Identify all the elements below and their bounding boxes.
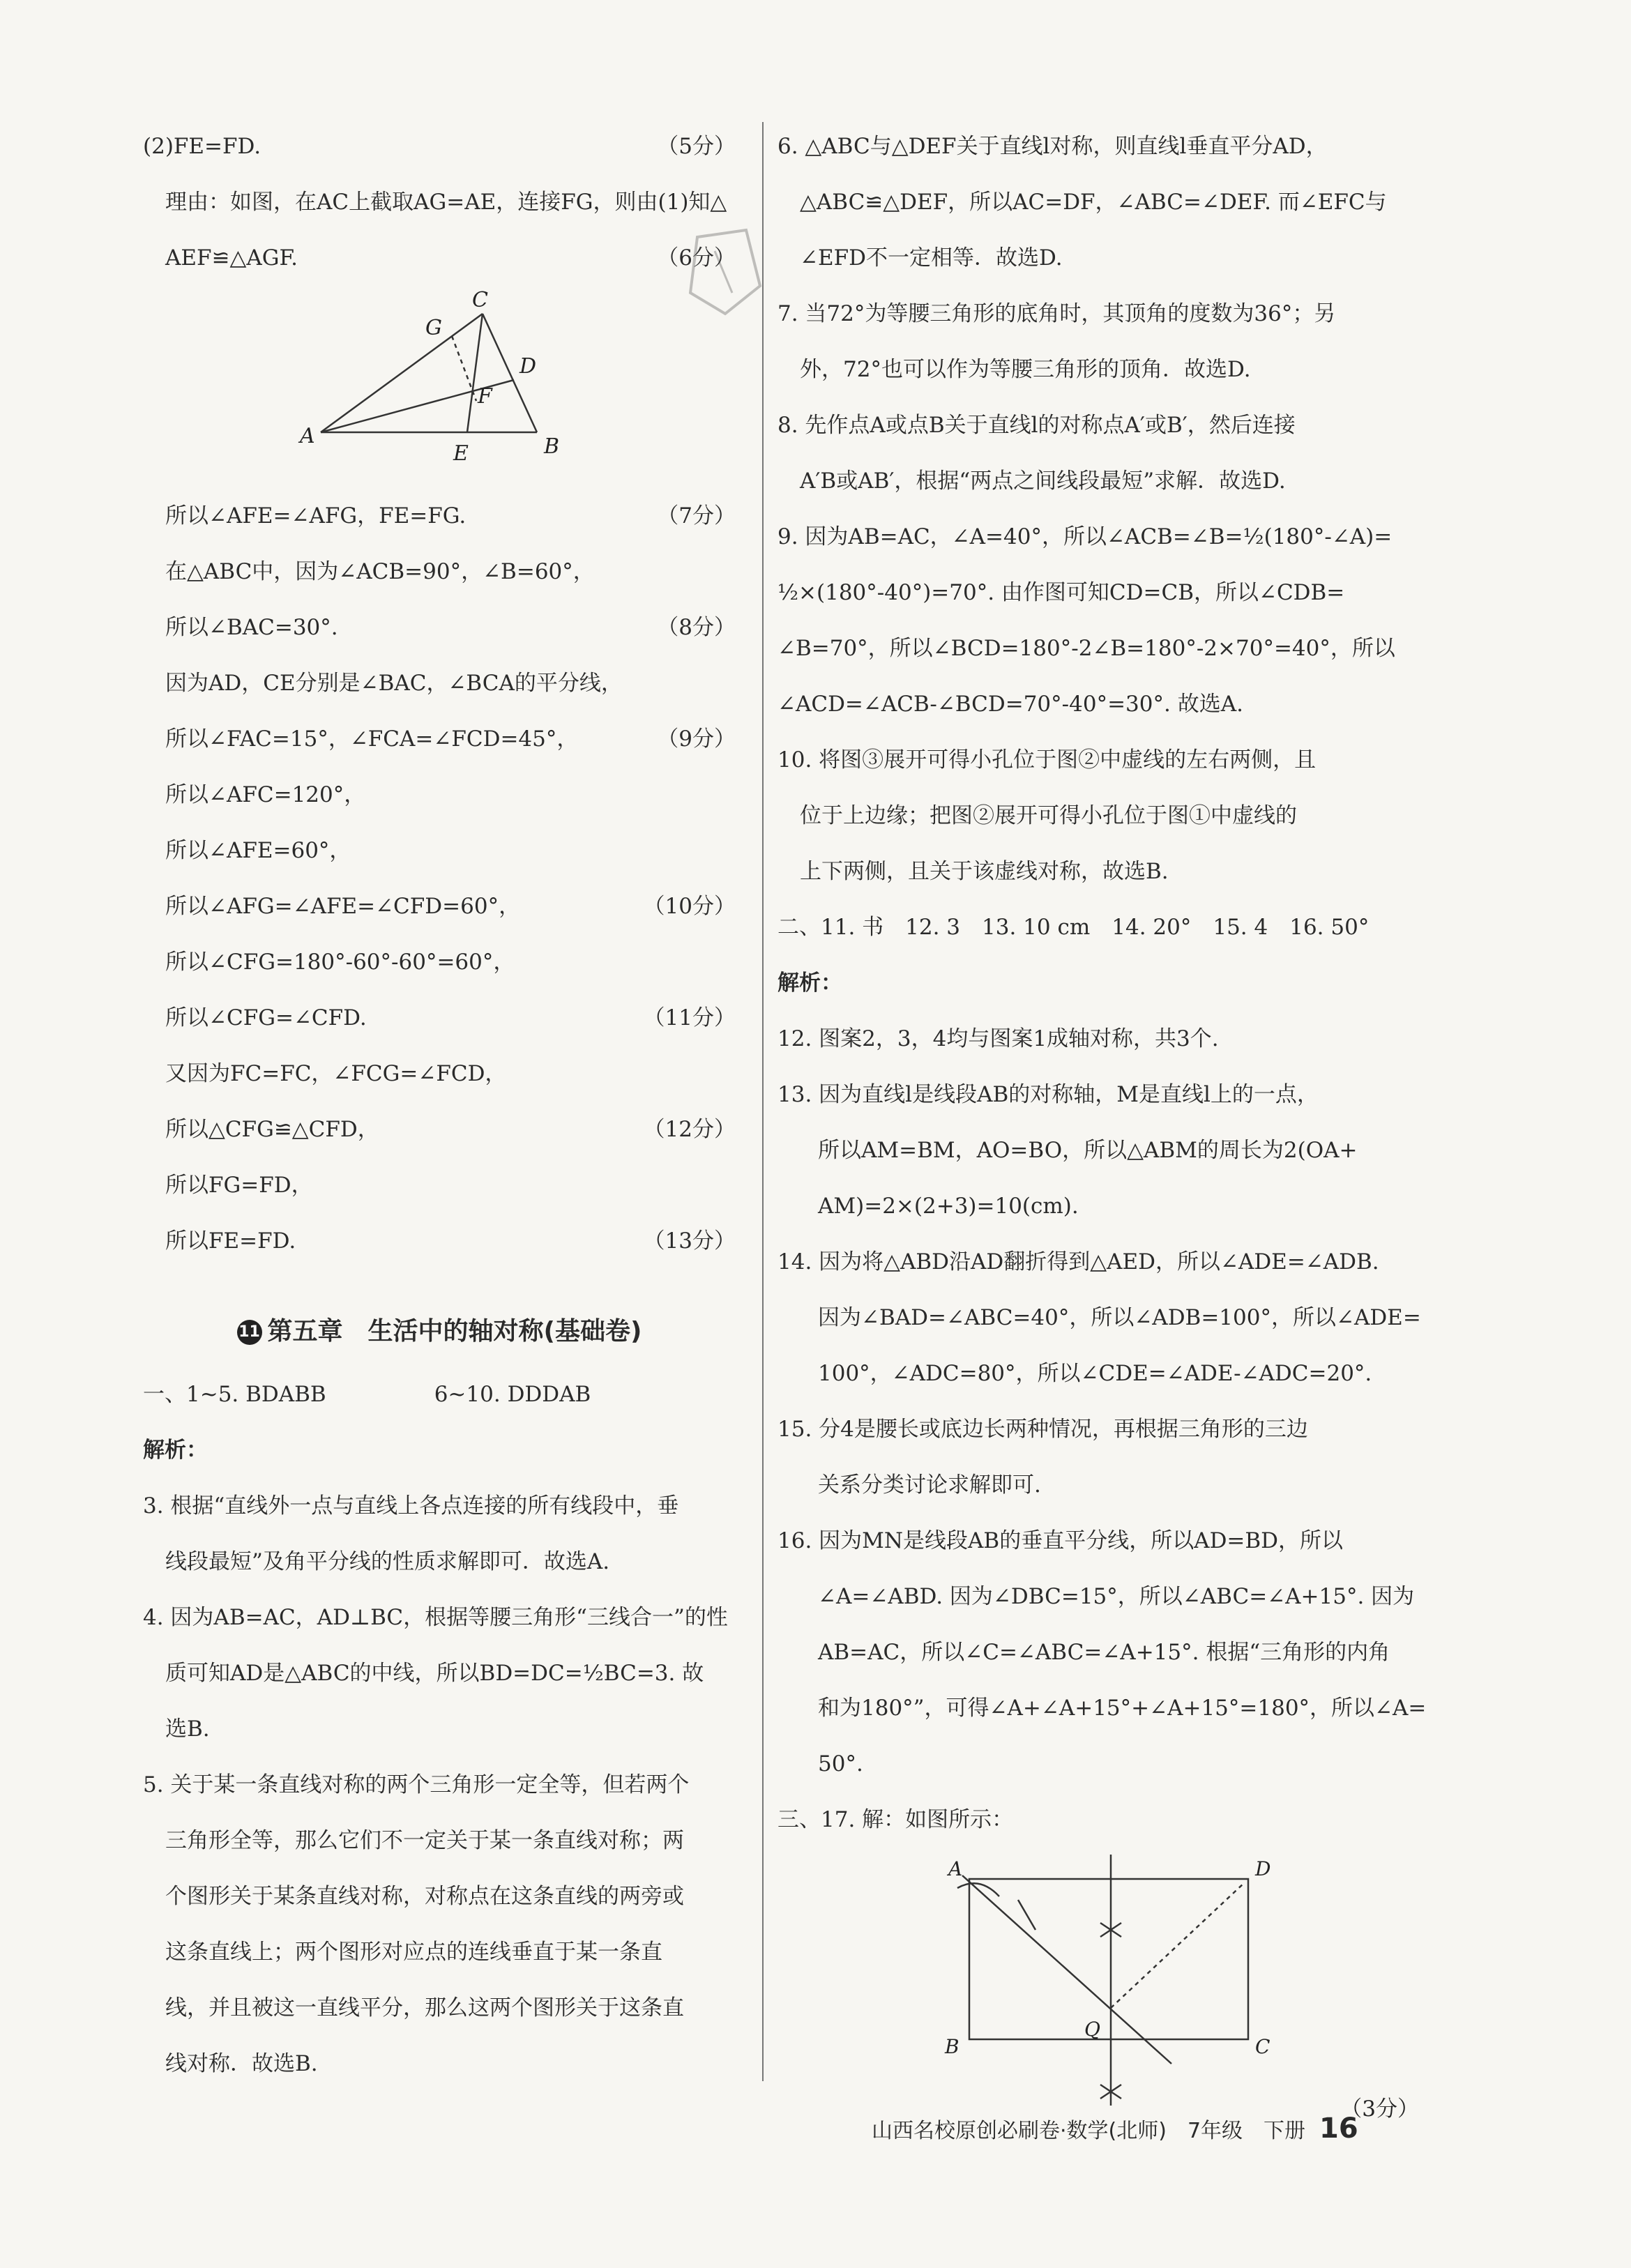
label-b: B: [544, 434, 560, 459]
figure-score: （3分）: [1340, 2096, 1419, 2122]
answer-line: 质可知AD是△ABC的中线，所以BD=DC=½BC=3. 故: [165, 1661, 704, 1686]
answer-line: 所以∠CFG=∠CFD. （11分）: [165, 1005, 736, 1030]
answer-line: 所以FE=FD. （13分）: [165, 1228, 736, 1254]
answer-line: 所以∠AFG=∠AFE=∠CFD=60°， （10分）: [165, 894, 736, 919]
answer-line: 100°，∠ADC=80°，所以∠CDE=∠ADE-∠ADC=20°.: [818, 1361, 1372, 1386]
label-e: E: [453, 441, 469, 466]
label-a: A: [948, 1857, 963, 1880]
answer-line: 所以∠FAC=15°，∠FCA=∠FCD=45°， （9分）: [165, 726, 736, 752]
answer-line: 这条直线上；两个图形对应点的连线垂直于某一条直: [165, 1940, 662, 1965]
answer-line: 关系分类讨论求解即可.: [818, 1472, 1041, 1498]
answer-line: AB=AC，所以∠C=∠ABC=∠A+15°. 根据“三角形的内角: [818, 1640, 1390, 1665]
answer-line: 15. 分4是腰长或底边长两种情况，再根据三角形的三边: [777, 1417, 1308, 1442]
answer-line: 10. 将图③展开可得小孔位于图②中虚线的左右两侧，且: [777, 747, 1317, 773]
answer-line: 在△ABC中，因为∠ACB=90°，∠B=60°，: [165, 559, 595, 584]
solution-mid: [143, 488, 736, 1269]
section-badge: 11: [237, 1320, 262, 1345]
answer-line: 8. 先作点A或点B关于直线l的对称点A′或B′，然后连接: [777, 413, 1296, 438]
label-d: D: [1255, 1857, 1271, 1880]
answer-line: 5. 关于某一条直线对称的两个三角形一定全等，但若两个: [143, 1772, 690, 1797]
answer-line: ½×(180°-40°)=70°. 由作图可知CD=CB，所以∠CDB=: [777, 580, 1345, 605]
rectangle-figure: [777, 1848, 1419, 2133]
answer-line: 12. 图案2，3，4均与图案1成轴对称，共3个.: [777, 1026, 1219, 1051]
answer-line: A′B或AB′，根据“两点之间线段最短”求解．故选D.: [800, 469, 1286, 494]
answer-line: ∠A=∠ABD. 因为∠DBC=15°，所以∠ABC=∠A+15°. 因为: [818, 1584, 1415, 1609]
page-number: 16: [1319, 2113, 1358, 2145]
answer-line: ∠EFD不一定相等．故选D.: [800, 245, 1063, 271]
answer-line: 上下两侧，且关于该虚线对称，故选B.: [800, 859, 1169, 884]
page-footer: [872, 2113, 1443, 2145]
triangle-diagram: [143, 286, 736, 488]
answer-line: 所以∠AFE=∠AFG，FE=FG. （7分）: [165, 503, 736, 528]
solution-top: [143, 119, 736, 286]
answer-line: 位于上边缘；把图②展开可得小孔位于图①中虚线的: [800, 803, 1297, 828]
analysis-heading: 解析：: [777, 971, 842, 996]
answer-line: 二、11. 书 12. 3 13. 10 cm 14. 20° 15. 4 16. 50°: [777, 915, 1370, 940]
answer-line: 选B.: [165, 1717, 210, 1742]
answer-line: △ABC≌△DEF，所以AC=DF，∠ABC=∠DEF. 而∠EFC与: [800, 190, 1387, 215]
label-c: C: [472, 288, 488, 312]
answer-line: 所以∠CFG=180°-60°-60°=60°，: [165, 950, 515, 975]
answer-line: 7. 当72°为等腰三角形的底角时，其顶角的度数为36°；另: [777, 301, 1336, 326]
triangle-figure: [143, 286, 736, 488]
label-f: F: [478, 384, 492, 409]
answer-line: 一、1~5. BDABB 6~10. DDDAB: [143, 1382, 591, 1407]
answer-line: 因为∠BAD=∠ABC=40°，所以∠ADB=100°，所以∠ADE=: [818, 1305, 1421, 1330]
answer-line: 线对称．故选B.: [165, 2051, 318, 2076]
answer-line: 所以∠AFE=60°，: [165, 838, 351, 863]
answer-line: ∠ACD=∠ACB-∠BCD=70°-40°=30°. 故选A.: [777, 692, 1243, 717]
answer-line: 所以∠BAC=30°. （8分）: [165, 615, 736, 640]
label-q: Q: [1084, 2018, 1100, 2041]
answer-line: 线段最短”及角平分线的性质求解即可．故选A.: [165, 1549, 610, 1574]
label-c: C: [1255, 2035, 1270, 2058]
label-a: A: [300, 424, 315, 448]
answer-line: 三、17. 解：如图所示：: [777, 1807, 1014, 1832]
answer-line: 线，并且被这一直线平分，那么这两个图形关于这条直: [165, 1995, 684, 2020]
answer-line: 9. 因为AB=AC，∠A=40°，所以∠ACB=∠B=½(180°-∠A)=: [777, 524, 1393, 549]
answer-line: 外，72°也可以作为等腰三角形的顶角．故选D.: [800, 357, 1251, 382]
solution-bottom: [143, 1367, 736, 2092]
answer-line: 所以FG=FD，: [165, 1173, 313, 1198]
answer-line: AM)=2×(2+3)=10(cm).: [818, 1194, 1079, 1219]
section-title: 11 第五章 生活中的轴对称(基础卷): [143, 1297, 736, 1367]
label-d: D: [519, 354, 537, 379]
answer-line: ∠B=70°，所以∠BCD=180°-2∠B=180°-2×70°=40°，所以: [777, 636, 1395, 661]
answer-line: 所以AM=BM，AO=BO，所以△ABM的周长为2(OA+: [818, 1138, 1358, 1163]
answer-line: 个图形关于某条直线对称，对称点在这条直线的两旁或: [165, 1884, 684, 1909]
answer-line: 6. △ABC与△DEF关于直线l对称，则直线l垂直平分AD，: [777, 134, 1328, 159]
answer-line: 因为AD，CE分别是∠BAC，∠BCA的平分线，: [165, 671, 623, 696]
answer-line: 14. 因为将△ABD沿AD翻折得到△AED，所以∠ADE=∠ADB.: [777, 1249, 1379, 1274]
rectangle-diagram: [777, 1848, 1419, 2133]
right-column: [777, 119, 1427, 2133]
answer-line: (2)FE=FD. （5分）: [143, 134, 736, 159]
label-g: G: [425, 316, 442, 340]
answer-line: 16. 因为MN是线段AB的垂直平分线，所以AD=BD，所以: [777, 1528, 1344, 1553]
answer-line: 和为180°”，可得∠A+∠A+15°+∠A+15°=180°，所以∠A=: [818, 1696, 1427, 1721]
answer-line: 理由：如图，在AC上截取AG=AE，连接FG，则由(1)知△: [165, 190, 727, 215]
answer-line: AEF≌△AGF. （6分）: [165, 245, 736, 271]
answer-line: 50°.: [818, 1751, 863, 1776]
answer-line: 3. 根据“直线外一点与直线上各点连接的所有线段中，垂: [143, 1493, 679, 1519]
answer-line: 又因为FC=FC，∠FCG=∠FCD，: [165, 1061, 507, 1086]
left-column: [143, 119, 736, 2092]
answer-line: 4. 因为AB=AC，AD⊥BC，根据等腰三角形“三线合一”的性: [143, 1605, 728, 1630]
answer-line: 所以△CFG≌△CFD， （12分）: [165, 1117, 736, 1142]
label-b: B: [945, 2035, 959, 2058]
answer-line: 所以∠AFC=120°，: [165, 782, 366, 807]
footer-title: 山西名校原创必刷卷·数学(北师) 7年级 下册: [872, 2119, 1306, 2143]
answer-line: 三角形全等，那么它们不一定关于某一条直线对称；两: [165, 1828, 684, 1853]
analysis-heading: 解析：: [143, 1438, 208, 1463]
column-divider: [762, 122, 764, 2081]
answer-line: 13. 因为直线l是线段AB的对称轴，M是直线l上的一点，: [777, 1082, 1319, 1107]
